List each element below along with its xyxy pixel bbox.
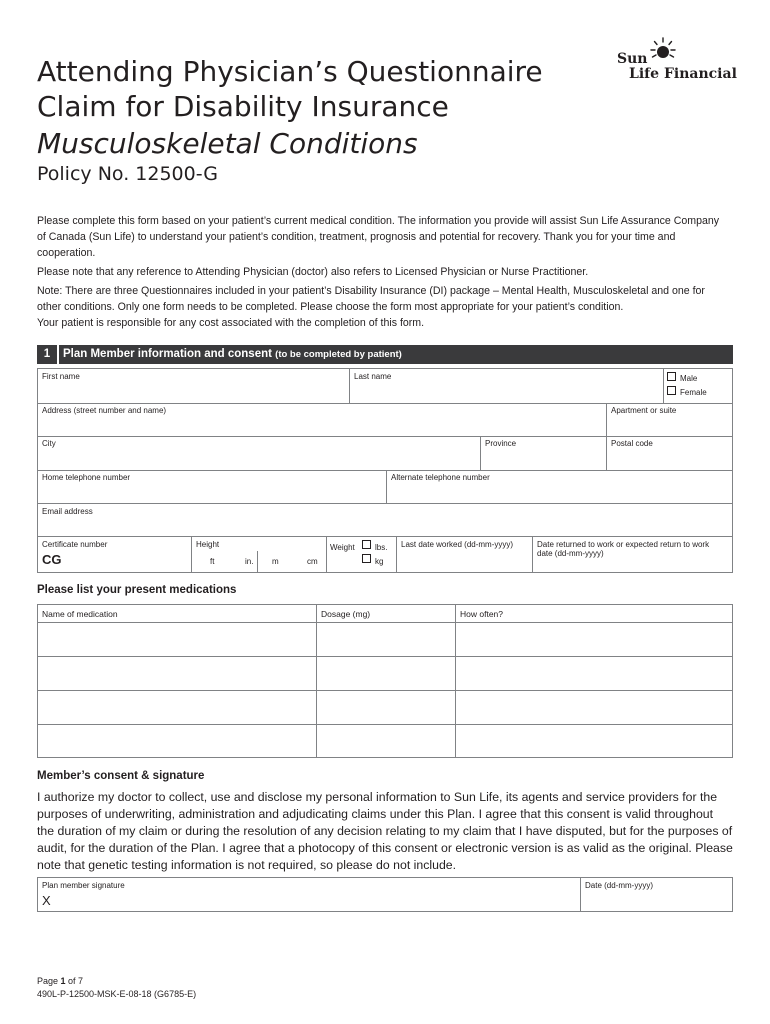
section-number: 1 [37, 345, 59, 364]
height-m-unit: m [272, 557, 279, 566]
medication-frequency-field[interactable] [456, 623, 732, 656]
medication-name-field[interactable] [38, 623, 316, 656]
sun-icon [648, 36, 678, 66]
section-title-text: Plan Member information and consent [63, 348, 272, 360]
province-field[interactable] [481, 449, 605, 469]
consent-text: I authorize my doctor to collect, use and disclose my personal information to Sun Life, its agents and service providers for the purposes of underwriting, administration and adjudicating claims under this Plan. I agree that this consent is valid throughout the duration of my claim or during the resolution of any decision relating to my claim that I have disputed, but for the purposes of audit, for the duration of the Plan. I agree that a photocopy of this consent or electronic version is as valid as the original. Please note that genetic testing information is not required, so please do not include. [37, 790, 733, 872]
medication-frequency-field[interactable] [456, 657, 732, 690]
medications-heading: Please list your present medications [37, 584, 237, 596]
lbs-checkbox[interactable] [362, 540, 371, 549]
height-ft-unit: ft [210, 557, 215, 566]
height-in-unit: in. [245, 557, 254, 566]
last-date-worked-label: Last date worked (dd-mm-yyyy) [401, 540, 514, 549]
height-label: Height [196, 540, 220, 549]
intro-paragraph-1: Please complete this form based on your patient’s current medical condition. The information you provide will assist Sun Life Assurance Company of Canada (Sun Life) to understand your patient’s condition, treatment, prognosis and potential for recovery. Thank you for your time and cooperation. [37, 215, 720, 259]
female-checkbox[interactable] [667, 386, 676, 395]
medication-frequency-field[interactable] [456, 691, 732, 724]
weight-label: Weight [330, 543, 355, 552]
col-divider [663, 368, 664, 403]
sun-life-logo [615, 36, 737, 84]
row-divider [37, 503, 733, 504]
first-name-label: First name [42, 372, 80, 381]
first-name-field[interactable] [38, 382, 348, 402]
height-cm-unit: cm [307, 557, 318, 566]
apartment-field[interactable] [607, 416, 732, 435]
male-label: Male [680, 374, 698, 383]
city-field[interactable] [38, 449, 479, 469]
signature-label: Plan member signature [42, 881, 125, 890]
date-label: Date (dd-mm-yyyy) [585, 881, 654, 890]
intro-paragraph-4: Your patient is responsible for any cost associated with the completion of this form. [37, 317, 425, 329]
certificate-field[interactable] [64, 550, 190, 571]
kg-checkbox[interactable] [362, 554, 371, 563]
dosage-header: Dosage (mg) [321, 609, 371, 619]
section-title [63, 345, 402, 364]
row-divider [37, 536, 733, 537]
signature-x-mark: X [42, 893, 51, 908]
alt-phone-field[interactable] [387, 483, 732, 502]
certificate-prefix: CG [42, 552, 62, 567]
policy-number: Policy No. 12500-G [37, 163, 218, 185]
section-1-header [37, 345, 733, 364]
address-field[interactable] [38, 416, 605, 435]
medication-dosage-field[interactable] [317, 657, 455, 690]
address-label: Address (street number and name) [42, 406, 167, 415]
how-often-header: How often? [460, 609, 503, 619]
home-phone-field[interactable] [38, 483, 385, 502]
intro-paragraph-2: Please note that any reference to Attending Physician (doctor) also refers to Licensed Physician or Nurse Practitioner. [37, 266, 589, 278]
postal-code-label: Postal code [611, 439, 653, 448]
apartment-label: Apartment or suite [611, 406, 677, 415]
alt-phone-label: Alternate telephone number [391, 473, 490, 482]
certificate-label: Certificate number [42, 540, 108, 549]
page-number [37, 975, 83, 988]
intro-text [37, 213, 730, 334]
medication-name-field[interactable] [38, 725, 316, 757]
postal-code-field[interactable] [607, 449, 732, 469]
page-current: 1 [60, 976, 66, 986]
col-divider [326, 536, 327, 573]
last-date-worked-field[interactable] [397, 550, 531, 572]
section-subtitle: (to be completed by patient) [275, 349, 402, 360]
male-checkbox[interactable] [667, 372, 676, 381]
page-suffix: of 7 [65, 976, 84, 986]
return-date-field[interactable] [533, 558, 732, 572]
medication-dosage-field[interactable] [317, 691, 455, 724]
page-prefix: Page [37, 976, 61, 986]
medication-name-field[interactable] [38, 657, 316, 690]
female-label: Female [680, 388, 707, 397]
medication-frequency-field[interactable] [456, 725, 732, 757]
kg-label: kg [375, 557, 384, 566]
signature-field[interactable] [56, 890, 578, 910]
province-label: Province [485, 439, 517, 448]
signature-date-field[interactable] [581, 891, 732, 911]
medication-name-field[interactable] [38, 691, 316, 724]
city-label: City [42, 439, 56, 448]
row-divider [37, 403, 733, 404]
medication-dosage-field[interactable] [317, 725, 455, 757]
email-field[interactable] [38, 517, 732, 535]
last-name-field[interactable] [350, 382, 662, 402]
form-code: 490L-P-12500-MSK-E-08-18 (G6785-E) [37, 989, 197, 999]
return-date-label: Date returned to work or expected return to work date (dd-mm-yyyy) [537, 540, 710, 558]
logo-text-company: Life Financial [629, 66, 737, 82]
form-title-line2: Claim for Disability Insurance [37, 90, 449, 123]
home-phone-label: Home telephone number [42, 473, 131, 482]
height-field[interactable] [192, 549, 325, 572]
medication-dosage-field[interactable] [317, 623, 455, 656]
medication-name-header: Name of medication [42, 609, 118, 619]
consent-heading: Member’s consent & signature [37, 770, 205, 782]
intro-paragraph-3: Note: There are three Questionnaires included in your patient’s Disability Insurance (DI) package – Mental Health, Musculoskeletal and one for other conditions. Only one form needs to be completed. Please choose the form most appropriate for your patient’s condition. [37, 285, 705, 313]
form-title-line3: Musculoskeletal Conditions [37, 127, 418, 160]
email-label: Email address [42, 507, 93, 516]
row-divider [37, 470, 733, 471]
last-name-label: Last name [354, 372, 392, 381]
logo-text-sun: Sun [617, 51, 648, 67]
form-title-line1: Attending Physician’s Questionnaire [37, 55, 543, 88]
lbs-label: lbs. [375, 543, 388, 552]
row-divider [37, 436, 733, 437]
